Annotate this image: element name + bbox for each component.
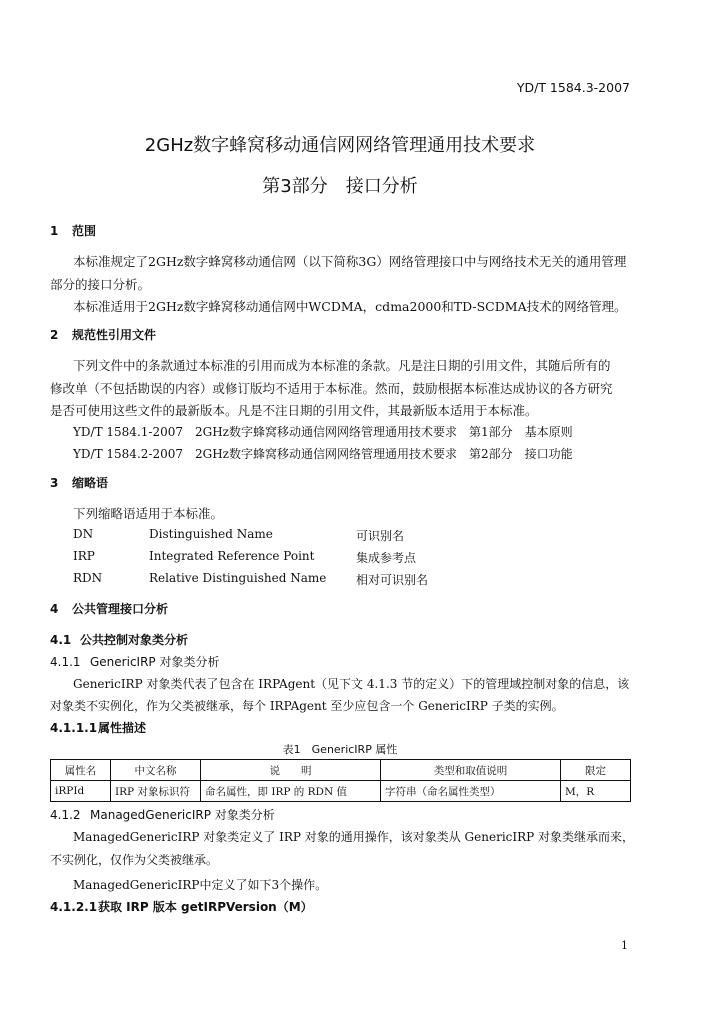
section-number: 4.1.2.1	[50, 900, 98, 914]
abbreviation-term: IRP	[73, 549, 95, 563]
section-number: 4.1.1	[50, 655, 81, 669]
reference-item: YD/T 1584.1-2007 2GHz数字蜂窝移动通信网网络管理通用技术要求 第1部分 基本原则	[73, 425, 573, 439]
paragraph-line: 修改单（不包括勘误的内容）或修订版均不适用于本标准。然而，鼓励根据本标准达成协议的各方研究	[50, 381, 613, 396]
section-number: 4.1	[50, 633, 72, 647]
section-number: 3	[50, 476, 59, 490]
paragraph-line: 本标准适用于2GHz数字蜂窝移动通信网中WCDMA，cdma2000和TD-SCDMA技术的网络管理。	[73, 299, 627, 314]
section-title: ManagedGenericIRP 对象类分析	[90, 808, 275, 822]
section-title: 规范性引用文件	[72, 328, 157, 342]
document-code: YD/T 1584.3-2007	[516, 80, 630, 95]
table-caption: 表1 GenericIRP 属性	[282, 743, 398, 756]
table-cell: M，R	[561, 781, 631, 802]
abbreviation-chinese: 集成参考点	[356, 551, 417, 565]
table-cell: IRP 对象标识符	[111, 781, 201, 802]
reference-item: YD/T 1584.2-2007 2GHz数字蜂窝移动通信网网络管理通用技术要求 第2部分 接口功能	[73, 447, 573, 461]
section-3-heading	[50, 474, 108, 491]
section-4-heading	[50, 600, 168, 617]
section-1-heading	[50, 222, 96, 239]
column-header: 类型和取值说明	[381, 760, 561, 781]
attribute-table	[50, 759, 631, 802]
abbreviation-expansion: Distinguished Name	[149, 527, 273, 541]
paragraph-line: 本标准规定了2GHz数字蜂窝移动通信网（以下简称3G）网络管理接口中与网络技术无关的通用管理	[73, 254, 627, 269]
section-2-heading	[50, 326, 156, 343]
section-title: 公共控制对象类分析	[80, 633, 189, 647]
column-header: 属性名	[51, 760, 111, 781]
section-title: 范围	[72, 224, 97, 238]
column-header: 说 明	[201, 760, 381, 781]
abbreviation-chinese: 相对可识别名	[356, 573, 429, 587]
paragraph-line: 不实例化，仅作为父类被继承。	[50, 853, 219, 867]
subsection-4-1-2-1-heading	[50, 898, 313, 915]
paragraph-line: 下列文件中的条款通过本标准的引用而成为本标准的条款。凡是注日期的引用文件，其随后所有的	[73, 358, 611, 373]
section-number: 4.1.2	[50, 808, 81, 822]
abbreviation-term: RDN	[73, 571, 103, 585]
paragraph-line: ManagedGenericIRP中定义了如下3个操作。	[73, 878, 328, 892]
column-header: 中文名称	[111, 760, 201, 781]
document-title: 2GHz数字蜂窝移动通信网网络管理通用技术要求	[144, 135, 536, 156]
abbreviation-expansion: Integrated Reference Point	[149, 549, 315, 563]
subsection-4-1-heading	[50, 631, 188, 648]
paragraph-line: 对象类不实例化，作为父类被继承，每个 IRPAgent 至少应包含一个 GenericIRP 子类的实例。	[50, 699, 564, 713]
paragraph-line: GenericIRP 对象类代表了包含在 IRPAgent（见下文 4.1.3 节的定义）下的管理域控制对象的信息，该	[73, 677, 630, 691]
subsection-4-1-1-1-heading	[50, 719, 146, 736]
subsection-4-1-1-heading	[50, 653, 219, 670]
table-cell: 字符串（命名属性类型）	[381, 781, 561, 802]
section-title: GenericIRP 对象类分析	[90, 655, 220, 669]
column-header: 限定	[561, 760, 631, 781]
abbreviation-expansion: Relative Distinguished Name	[149, 571, 327, 585]
section-title: 获取 IRP 版本 getIRPVersion（M）	[98, 900, 313, 914]
page-number: 1	[621, 939, 628, 952]
section-number: 4.1.1.1	[50, 721, 98, 735]
section-title: 公共管理接口分析	[72, 602, 169, 616]
table-cell: iRPId	[51, 781, 111, 802]
table-header-row	[51, 760, 631, 781]
table-row	[51, 781, 631, 802]
subsection-4-1-2-heading	[50, 806, 275, 823]
paragraph-line: 部分的接口分析。	[50, 277, 151, 292]
section-number: 2	[50, 328, 59, 342]
paragraph-line: 是否可使用这些文件的最新版本。凡是不注日期的引用文件，其最新版本适用于本标准。	[50, 403, 538, 418]
abbreviation-chinese: 可识别名	[356, 529, 405, 543]
abbreviation-term: DN	[73, 527, 94, 541]
paragraph-line: 下列缩略语适用于本标准。	[73, 506, 224, 521]
table-cell: 命名属性，即 IRP 的 RDN 值	[201, 781, 381, 802]
paragraph-line: ManagedGenericIRP 对象类定义了 IRP 对象的通用操作，该对象类从 GenericIRP 对象类继承而来，	[73, 830, 635, 844]
section-number: 4	[50, 602, 59, 616]
document-subtitle: 第3部分 接口分析	[262, 176, 418, 197]
section-title: 属性描述	[98, 721, 147, 735]
section-number: 1	[50, 224, 59, 238]
section-title: 缩略语	[72, 476, 109, 490]
